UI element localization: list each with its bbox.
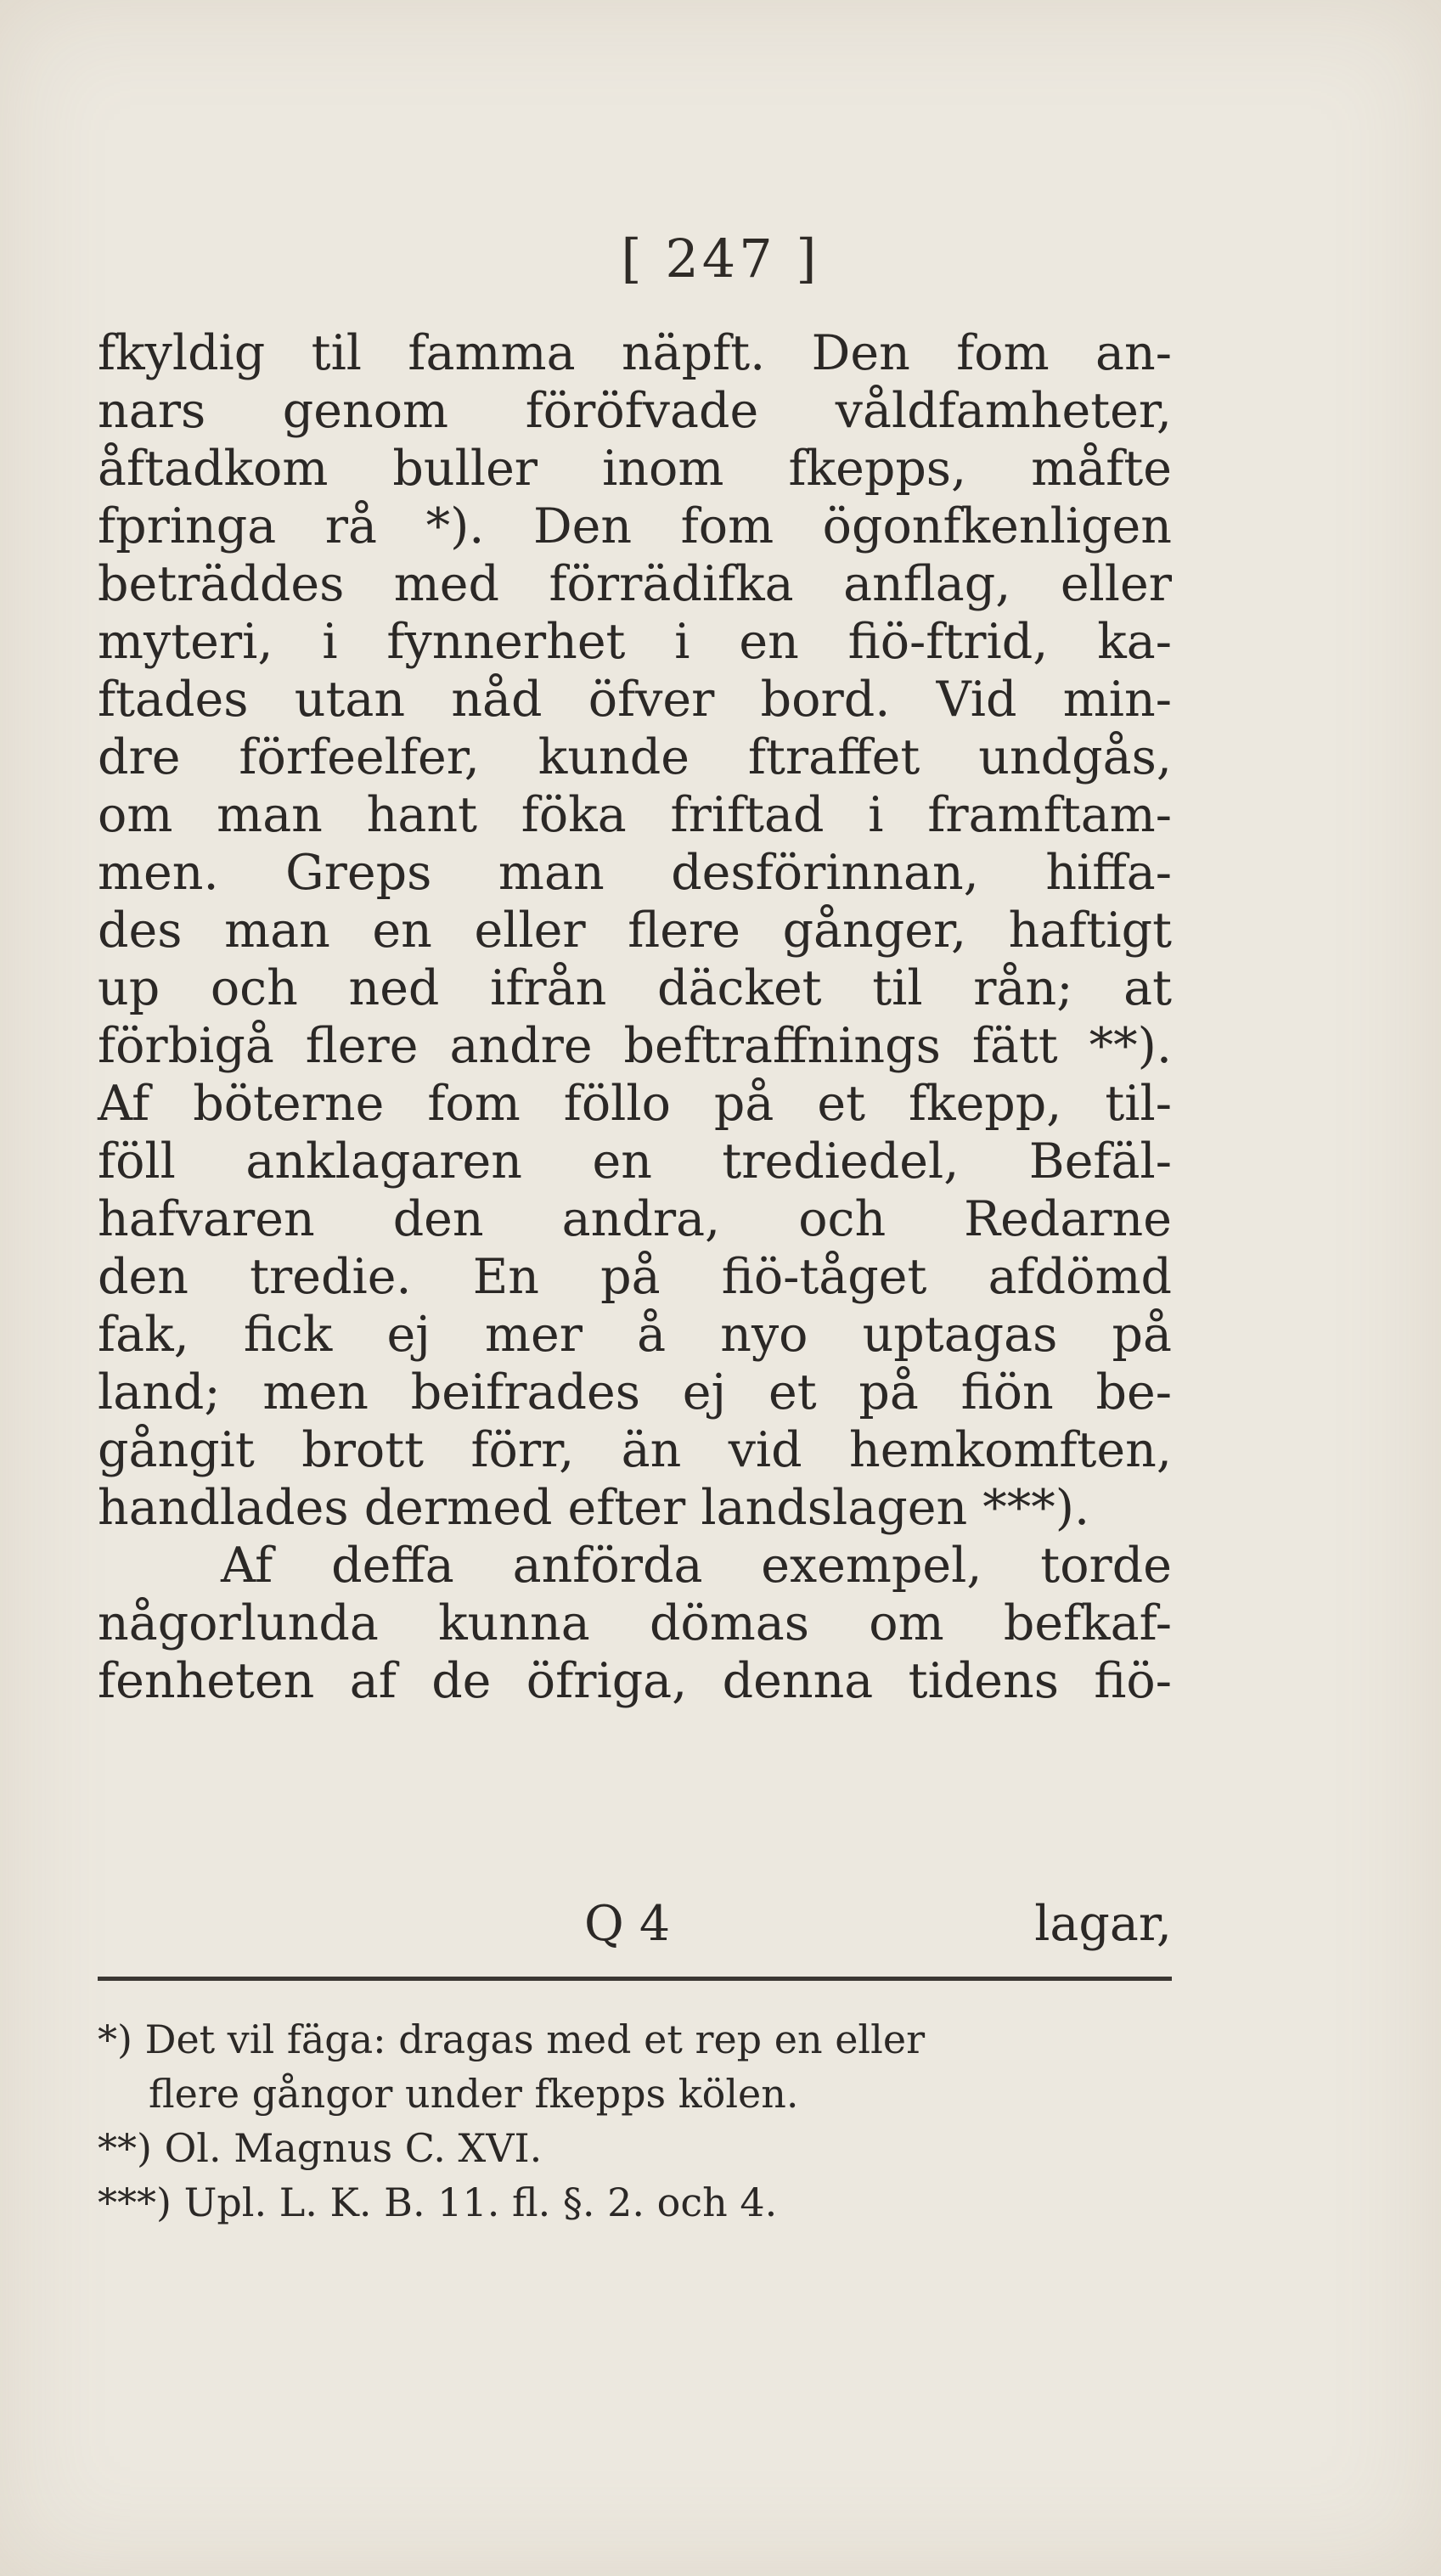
body-text: [98, 324, 1172, 1710]
text-line: någorlunda kunna dömas om befkaf-: [98, 1595, 1172, 1651]
text-line: Af deffa anförda exempel, torde: [221, 1538, 1172, 1594]
text-line: land; men beifrades ej et på fiön be-: [98, 1364, 1172, 1420]
text-line: fenheten af de öfriga, denna tidens fiö-: [98, 1653, 1172, 1709]
footnote-line: flere gångor under fkepps kölen.: [149, 2071, 799, 2117]
text-line: beträddes med förrädifka anflag, eller: [98, 556, 1172, 612]
text-line: myteri, i fynnerhet i en fiö-ftrid, ka-: [98, 614, 1172, 670]
footnote-line: ***) Upl. L. K. B. 11. fl. §. 2. och 4.: [98, 2179, 778, 2225]
text-line: om man hant föka friftad i framftam-: [98, 787, 1172, 843]
page-number: [ 247 ]: [621, 228, 820, 290]
footnotes: [98, 2012, 1172, 2230]
text-line: fpringa rå *). Den fom ögonfkenligen: [98, 498, 1172, 554]
text-line: handlades dermed efter landslagen ***).: [98, 1480, 1090, 1536]
text-line: ftades utan nåd öfver bord. Vid min-: [98, 672, 1172, 728]
text-line: föll anklagaren en trediedel, Befäl-: [98, 1133, 1172, 1190]
catchword: lagar,: [1034, 1896, 1172, 1952]
text-line: nars genom föröfvade våldfamheter,: [98, 383, 1172, 439]
text-line: Af böterne fom föllo på et fkepp, til-: [98, 1076, 1172, 1132]
text-line: men. Greps man desförinnan, hiffa-: [98, 845, 1172, 901]
signature-mark: Q 4: [584, 1896, 671, 1952]
text-line: dre förfeelfer, kunde ftraffet undgås,: [98, 729, 1172, 785]
footnote-line: *) Det vil fäga: dragas med et rep en eller: [98, 2016, 926, 2062]
footnote-line: **) Ol. Magnus C. XVI.: [98, 2125, 543, 2171]
text-line: åftadkom buller inom fkepps, måfte: [98, 441, 1172, 497]
text-line: förbigå flere andre beftraffnings fätt **).: [98, 1018, 1172, 1074]
text-line: den tredie. En på fiö-tåget afdömd: [98, 1249, 1172, 1305]
text-line: des man en eller flere gånger, haftigt: [98, 903, 1172, 959]
text-line: fkyldig til famma näpft. Den fom an-: [98, 325, 1172, 381]
text-line: up och ned ifrån däcket til rån; at: [98, 960, 1172, 1016]
footnote-rule: [98, 1977, 1172, 1981]
text-line: gångit brott förr, än vid hemkomften,: [98, 1422, 1172, 1478]
text-line: fak, fick ej mer å nyo uptagas på: [98, 1307, 1172, 1363]
text-line: hafvaren den andra, och Redarne: [98, 1191, 1172, 1247]
